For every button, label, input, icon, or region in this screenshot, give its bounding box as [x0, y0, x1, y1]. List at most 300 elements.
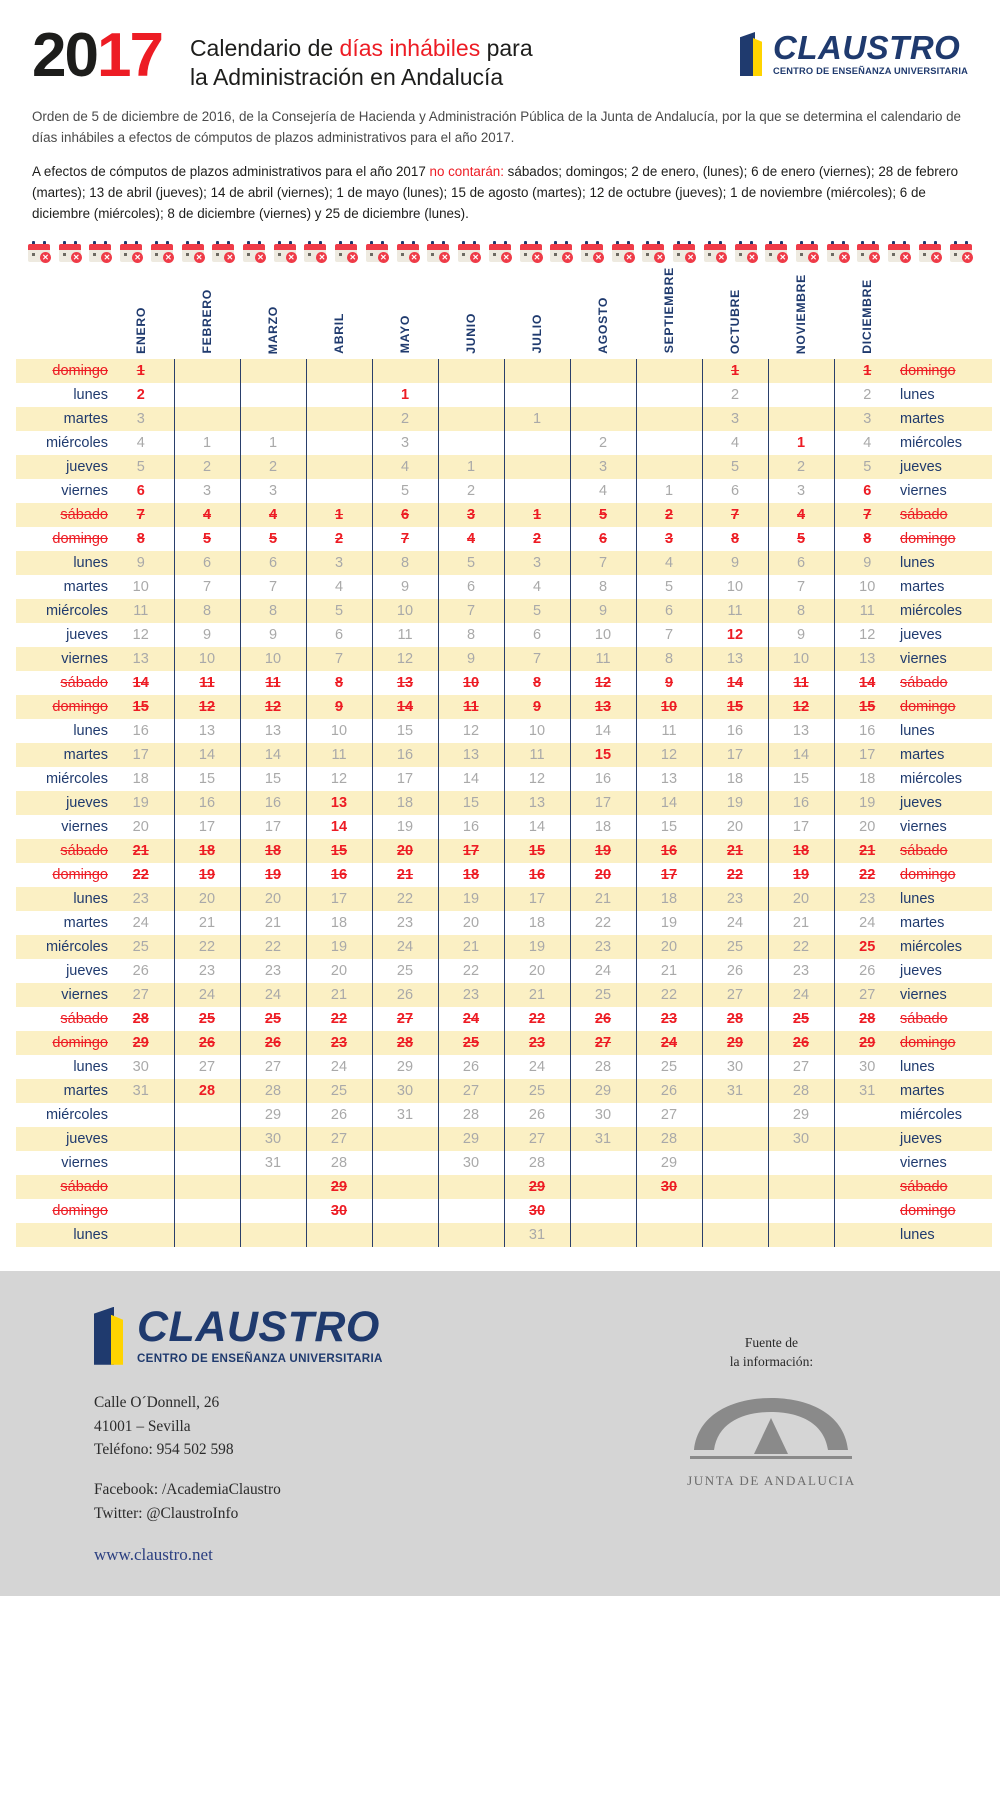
weekday-label-left: lunes	[16, 551, 108, 575]
calendar-row	[16, 839, 992, 863]
day-cell: 21	[240, 911, 306, 935]
day-cell	[504, 479, 570, 503]
day-cell: 11	[636, 719, 702, 743]
day-cell: 6	[136, 482, 145, 499]
day-cell: 22	[174, 935, 240, 959]
day-cell: 18	[504, 911, 570, 935]
day-cell: 7	[306, 647, 372, 671]
day-cell: 10	[306, 719, 372, 743]
month-header-marzo	[240, 259, 306, 359]
day-cell: 2	[834, 383, 900, 407]
day-cell	[768, 1199, 834, 1223]
day-cell: 12	[636, 743, 702, 767]
day-cell	[174, 1175, 240, 1199]
day-cell: 3	[438, 503, 504, 527]
day-cell: 22	[834, 863, 900, 887]
weekday-label-right: sábado	[900, 1175, 992, 1199]
day-cell: 19	[240, 863, 306, 887]
calendar-icon-strip	[0, 225, 1000, 262]
weekday-label-left: miércoles	[45, 1106, 108, 1123]
day-cell	[108, 1103, 174, 1127]
day-cell: 11	[306, 743, 372, 767]
day-cell	[174, 1151, 240, 1175]
day-cell: 27	[570, 1031, 636, 1055]
day-cell: 1	[372, 383, 438, 407]
day-cell: 29	[504, 1175, 570, 1199]
weekday-label-left: domingo	[16, 359, 108, 383]
day-cell: 9	[702, 551, 768, 575]
day-cell: 18	[240, 839, 306, 863]
day-cell: 27	[702, 983, 768, 1007]
calendar-blocked-icon: ✕	[120, 241, 142, 262]
day-cell	[174, 359, 240, 383]
day-cell: 23	[702, 887, 768, 911]
day-cell: 12	[174, 695, 240, 719]
weekday-label-right: viernes	[900, 482, 947, 499]
weekday-label-right: sábado	[900, 839, 992, 863]
calendar-row	[16, 647, 992, 671]
address-phone: Teléfono: 954 502 598	[94, 1441, 234, 1459]
day-cell: 3	[372, 431, 438, 455]
calendar-row	[16, 983, 992, 1007]
calendar-row	[16, 1175, 992, 1199]
day-cell: 25	[504, 1079, 570, 1103]
calendar-row	[16, 911, 992, 935]
day-cell: 13	[702, 647, 768, 671]
month-header-febrero	[174, 259, 240, 359]
day-cell: 22	[702, 863, 768, 887]
day-cell: 11	[438, 695, 504, 719]
claustro-logo-header	[740, 28, 968, 76]
day-cell: 20	[702, 815, 768, 839]
day-cell: 30	[132, 1058, 149, 1075]
day-cell	[834, 1175, 900, 1199]
day-cell: 17	[108, 743, 174, 767]
calendar-row	[16, 575, 992, 599]
day-cell: 10	[174, 647, 240, 671]
address-street: Calle O´Donnell, 26	[94, 1393, 220, 1411]
day-cell: 18	[834, 767, 900, 791]
day-cell: 5	[702, 455, 768, 479]
day-cell	[174, 383, 240, 407]
day-cell	[702, 1199, 768, 1223]
day-cell: 25	[636, 1055, 702, 1079]
day-cell: 11	[174, 671, 240, 695]
day-cell: 12	[132, 626, 149, 643]
day-cell: 2	[240, 455, 306, 479]
day-cell	[108, 1199, 174, 1223]
calendar-row	[16, 431, 992, 455]
day-cell: 30	[834, 1055, 900, 1079]
day-cell: 18	[174, 839, 240, 863]
day-cell: 8	[768, 599, 834, 623]
weekday-label-right: lunes	[900, 887, 992, 911]
day-cell: 27	[174, 1055, 240, 1079]
day-cell: 3	[306, 551, 372, 575]
day-cell: 29	[438, 1127, 504, 1151]
title-line1-b: para	[480, 35, 533, 61]
day-cell	[570, 1151, 636, 1175]
note-paragraph	[0, 148, 1000, 224]
day-cell: 18	[132, 770, 149, 787]
facebook-handle[interactable]: Facebook: /AcademiaClaustro	[94, 1481, 281, 1499]
day-cell: 28	[240, 1079, 306, 1103]
weekday-label-right: jueves	[900, 455, 992, 479]
day-cell: 4	[570, 479, 636, 503]
day-cell: 21	[570, 887, 636, 911]
day-cell	[636, 1223, 702, 1247]
day-cell: 21	[702, 839, 768, 863]
weekday-label-right: domingo	[900, 1202, 956, 1219]
day-cell: 18	[636, 887, 702, 911]
day-cell: 9	[636, 671, 702, 695]
day-cell: 2	[570, 431, 636, 455]
day-cell	[372, 1199, 438, 1223]
day-cell: 11	[768, 671, 834, 695]
day-cell: 6	[240, 551, 306, 575]
weekday-label-right: lunes	[900, 386, 935, 403]
weekday-label-left: lunes	[73, 722, 108, 739]
day-cell: 26	[306, 1103, 372, 1127]
day-cell: 29	[702, 1031, 768, 1055]
day-cell	[570, 383, 636, 407]
day-cell: 6	[504, 623, 570, 647]
weekday-label-right: sábado	[900, 1010, 948, 1027]
day-cell: 7	[768, 575, 834, 599]
day-cell: 10	[636, 695, 702, 719]
day-cell: 15	[108, 695, 174, 719]
day-cell	[834, 1223, 900, 1247]
calendar-table-wrap	[0, 259, 1000, 1247]
calendar-table	[16, 259, 992, 1247]
day-cell: 7	[240, 575, 306, 599]
day-cell: 6	[768, 551, 834, 575]
day-cell: 30	[570, 1103, 636, 1127]
weekday-label-left: jueves	[16, 791, 108, 815]
weekday-label-left: miércoles	[45, 434, 108, 451]
day-cell: 13	[504, 791, 570, 815]
day-cell: 18	[372, 791, 438, 815]
day-cell: 16	[132, 722, 149, 739]
calendar-row	[16, 1031, 992, 1055]
day-cell: 16	[636, 839, 702, 863]
day-cell: 20	[372, 839, 438, 863]
day-cell: 8	[438, 623, 504, 647]
day-cell: 12	[702, 623, 768, 647]
day-cell: 9	[768, 623, 834, 647]
day-cell: 4	[372, 455, 438, 479]
day-cell: 20	[834, 815, 900, 839]
day-cell: 8	[834, 527, 900, 551]
weekday-label-right: viernes	[900, 818, 947, 835]
day-cell: 24	[768, 983, 834, 1007]
day-cell: 12	[372, 647, 438, 671]
calendar-blocked-icon: ✕	[888, 241, 910, 262]
day-cell: 4	[240, 503, 306, 527]
day-cell: 27	[240, 1055, 306, 1079]
day-cell: 3	[834, 407, 900, 431]
day-cell	[834, 1127, 900, 1151]
month-label: AGOSTO	[596, 296, 610, 354]
day-cell: 6	[306, 623, 372, 647]
day-cell: 21	[636, 959, 702, 983]
day-cell	[504, 383, 570, 407]
day-cell: 20	[438, 911, 504, 935]
day-cell: 31	[372, 1103, 438, 1127]
calendar-row	[16, 1103, 992, 1127]
day-cell: 19	[504, 935, 570, 959]
day-cell: 17	[174, 815, 240, 839]
day-cell	[372, 1127, 438, 1151]
calendar-blocked-icon: ✕	[489, 241, 511, 262]
day-cell	[702, 1103, 768, 1127]
calendar-row	[16, 551, 992, 575]
day-cell: 29	[768, 1103, 834, 1127]
day-cell: 8	[702, 527, 768, 551]
day-cell: 25	[306, 1079, 372, 1103]
claustro-mark-icon-footer	[94, 1307, 128, 1365]
day-cell: 24	[306, 1055, 372, 1079]
day-cell: 13	[438, 743, 504, 767]
day-cell: 14	[504, 815, 570, 839]
day-cell: 8	[136, 530, 145, 547]
day-cell: 30	[372, 1079, 438, 1103]
calendar-blocked-icon: ✕	[796, 241, 818, 262]
day-cell: 28	[570, 1055, 636, 1079]
day-cell: 7	[834, 503, 900, 527]
day-cell: 3	[702, 407, 768, 431]
day-cell: 22	[570, 911, 636, 935]
day-cell	[306, 431, 372, 455]
day-cell: 12	[438, 719, 504, 743]
day-cell: 31	[504, 1223, 570, 1247]
month-label: NOVIEMBRE	[794, 273, 808, 354]
day-cell	[834, 1103, 900, 1127]
day-cell: 12	[834, 623, 900, 647]
day-cell: 12	[240, 695, 306, 719]
day-cell: 7	[570, 551, 636, 575]
day-cell: 17	[768, 815, 834, 839]
day-cell: 21	[372, 863, 438, 887]
day-cell: 29	[570, 1079, 636, 1103]
day-cell: 18	[306, 911, 372, 935]
day-cell	[636, 407, 702, 431]
day-cell: 13	[108, 647, 174, 671]
day-cell: 19	[174, 863, 240, 887]
day-cell: 1	[768, 431, 834, 455]
calendar-blocked-icon: ✕	[581, 241, 603, 262]
day-cell: 9	[570, 599, 636, 623]
page-title	[190, 28, 740, 93]
calendar-blocked-icon: ✕	[735, 241, 757, 262]
weekday-label-left: domingo	[52, 530, 108, 547]
twitter-handle[interactable]: Twitter: @ClaustroInfo	[94, 1505, 239, 1523]
day-cell	[834, 1151, 900, 1175]
day-cell: 20	[240, 887, 306, 911]
day-cell	[504, 359, 570, 383]
year-suffix: 17	[96, 21, 162, 90]
day-cell: 2	[438, 479, 504, 503]
day-cell: 30	[438, 1151, 504, 1175]
day-cell: 28	[132, 1010, 149, 1027]
weekday-label-left: lunes	[73, 1058, 108, 1075]
day-cell: 3	[174, 479, 240, 503]
day-cell: 30	[636, 1175, 702, 1199]
day-cell: 22	[132, 866, 149, 883]
day-cell	[636, 383, 702, 407]
footer-logo-tagline: CENTRO DE ENSEÑANZA UNIVERSITARIA	[137, 1351, 383, 1365]
month-header-noviembre	[768, 259, 834, 359]
weekday-label-left: jueves	[66, 626, 108, 643]
day-cell: 10	[768, 647, 834, 671]
day-cell: 14	[834, 671, 900, 695]
calendar-row	[16, 815, 992, 839]
calendar-row	[16, 959, 992, 983]
calendar-row	[16, 1127, 992, 1151]
day-cell: 19	[834, 791, 900, 815]
day-cell: 29	[834, 1031, 900, 1055]
day-cell	[768, 407, 834, 431]
weekday-label-right: jueves	[900, 626, 942, 643]
day-cell: 1	[174, 431, 240, 455]
day-cell: 14	[372, 695, 438, 719]
day-cell: 1	[240, 431, 306, 455]
weekday-label-right: sábado	[900, 503, 992, 527]
weekday-label-left: miércoles	[45, 770, 108, 787]
calendar-row	[16, 1079, 992, 1103]
day-cell: 28	[768, 1079, 834, 1103]
day-cell: 15	[306, 839, 372, 863]
day-cell: 8	[636, 647, 702, 671]
weekday-label-left: miércoles	[16, 599, 108, 623]
day-cell	[636, 1199, 702, 1223]
calendar-blocked-icon: ✕	[919, 241, 941, 262]
day-cell: 29	[240, 1103, 306, 1127]
calendar-blocked-icon: ✕	[827, 241, 849, 262]
day-cell	[240, 383, 306, 407]
weekday-label-left: martes	[63, 578, 108, 595]
day-cell: 5	[834, 455, 900, 479]
calendar-blocked-icon: ✕	[59, 241, 81, 262]
day-cell: 29	[108, 1031, 174, 1055]
day-cell	[834, 1199, 900, 1223]
day-cell: 5	[108, 455, 174, 479]
month-label: DICIEMBRE	[860, 279, 874, 354]
day-cell: 15	[570, 743, 636, 767]
day-cell: 6	[372, 503, 438, 527]
day-cell: 26	[702, 959, 768, 983]
weekday-label-right: viernes	[900, 647, 992, 671]
day-cell	[240, 407, 306, 431]
day-cell: 9	[174, 623, 240, 647]
day-cell: 20	[636, 935, 702, 959]
day-cell: 25	[438, 1031, 504, 1055]
day-cell: 21	[834, 839, 900, 863]
day-cell: 28	[504, 1151, 570, 1175]
website-link[interactable]: www.claustro.net	[94, 1545, 213, 1565]
day-cell: 21	[504, 983, 570, 1007]
day-cell: 13	[834, 647, 900, 671]
weekday-label-right: miércoles	[900, 599, 992, 623]
day-cell: 14	[240, 743, 306, 767]
day-cell	[438, 431, 504, 455]
junta-arch-icon	[676, 1388, 866, 1466]
weekday-label-right: jueves	[900, 1127, 992, 1151]
day-cell: 26	[636, 1079, 702, 1103]
day-cell: 5	[438, 551, 504, 575]
day-cell: 12	[570, 671, 636, 695]
day-cell: 23	[108, 887, 174, 911]
calendar-row	[16, 527, 992, 551]
day-cell: 28	[702, 1007, 768, 1031]
day-cell	[108, 1175, 174, 1199]
day-cell: 13	[636, 767, 702, 791]
month-label: ENERO	[134, 306, 148, 354]
day-cell	[570, 1175, 636, 1199]
day-cell: 21	[438, 935, 504, 959]
day-cell: 14	[570, 719, 636, 743]
day-cell: 8	[570, 575, 636, 599]
day-cell	[438, 383, 504, 407]
day-cell: 17	[504, 887, 570, 911]
calendar-blocked-icon: ✕	[397, 241, 419, 262]
day-cell: 20	[504, 959, 570, 983]
day-cell: 3	[504, 551, 570, 575]
day-cell: 15	[174, 767, 240, 791]
calendar-blocked-icon: ✕	[366, 241, 388, 262]
day-cell: 30	[504, 1199, 570, 1223]
calendar-blocked-icon: ✕	[243, 241, 265, 262]
day-cell: 4	[702, 431, 768, 455]
calendar-row	[16, 887, 992, 911]
weekday-label-left: jueves	[66, 962, 108, 979]
weekday-label-left: jueves	[16, 1127, 108, 1151]
month-label: SEPTIEMBRE	[662, 267, 676, 354]
calendar-row	[16, 863, 992, 887]
day-cell: 15	[702, 695, 768, 719]
day-cell: 23	[570, 935, 636, 959]
day-cell	[504, 431, 570, 455]
day-cell: 7	[174, 575, 240, 599]
calendar-row	[16, 455, 992, 479]
page-header	[0, 0, 1000, 93]
day-cell: 2	[174, 455, 240, 479]
month-header-agosto	[570, 259, 636, 359]
weekday-label-right: lunes	[900, 1223, 992, 1247]
day-cell: 15	[636, 815, 702, 839]
day-cell: 30	[702, 1055, 768, 1079]
day-cell: 2	[136, 386, 145, 403]
source-caption-line1: Fuente de	[744, 1334, 799, 1350]
day-cell: 13	[240, 719, 306, 743]
day-cell: 28	[372, 1031, 438, 1055]
corner-right	[900, 259, 992, 359]
day-cell: 27	[108, 983, 174, 1007]
weekday-label-right: miércoles	[900, 935, 992, 959]
day-cell	[636, 455, 702, 479]
day-cell: 8	[240, 599, 306, 623]
day-cell: 9	[108, 551, 174, 575]
calendar-row	[16, 623, 992, 647]
source-caption	[730, 1333, 813, 1372]
social-block	[94, 1478, 575, 1526]
day-cell	[174, 407, 240, 431]
month-header-diciembre	[834, 259, 900, 359]
day-cell: 7	[438, 599, 504, 623]
day-cell	[570, 359, 636, 383]
weekday-label-right: domingo	[900, 359, 992, 383]
day-cell	[438, 1223, 504, 1247]
